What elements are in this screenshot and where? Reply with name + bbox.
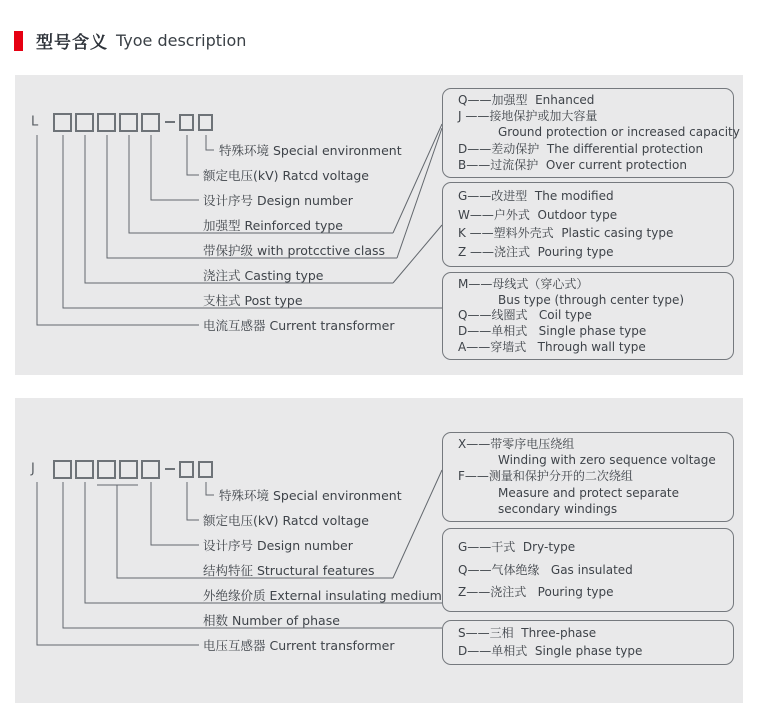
section-title-en: Tyoe description [116, 31, 247, 50]
diagram-label: 外绝缘价质 External insulating medium [203, 588, 442, 603]
legend-line: Bus type (through center type) [498, 292, 685, 307]
code-box [119, 460, 138, 479]
code-box [119, 113, 138, 132]
legend-line: Q——气体绝缘 Gas insulated [458, 562, 633, 577]
code-box [53, 460, 72, 479]
diagram-label: 相数 Number of phase [203, 613, 340, 628]
model-code-letter: J [31, 461, 35, 477]
diagram-label: 特殊环境 Special environment [219, 143, 402, 158]
code-box [97, 460, 116, 479]
diagram-label: 加强型 Reinforced type [203, 218, 343, 233]
code-legend-box [442, 620, 734, 665]
code-box [198, 114, 213, 131]
diagram-label: 电流互感器 Current transformer [203, 318, 395, 333]
legend-line: Winding with zero sequence voltage [498, 453, 716, 468]
legend-line: Q——加强型 Enhanced [458, 93, 595, 108]
code-legend-box [442, 528, 734, 612]
legend-line: D——差动保护 The differential protection [458, 141, 704, 156]
legend-line: M——母线式（穿心式） [458, 276, 589, 291]
legend-line: A——穿墙式 Through wall type [458, 340, 646, 355]
type-diagram-panel-current-transformer [15, 75, 743, 375]
legend-line: Z ——浇注式 Pouring type [458, 244, 614, 259]
legend-line: Z——浇注式 Pouring type [458, 585, 614, 600]
legend-line: W——户外式 Outdoor type [458, 207, 618, 222]
legend-line: B——过流保护 Over current protection [458, 157, 687, 172]
diagram-label: 带保护级 with protcctive class [203, 243, 386, 258]
diagram-label: 额定电压(kV) Ratcd voltage [203, 168, 369, 183]
diagram-label: 电压互感器 Current transformer [203, 638, 395, 653]
legend-line: Q——线圈式 Coil type [458, 308, 592, 323]
code-box [141, 460, 160, 479]
legend-line: G——改进型 The modified [458, 189, 614, 204]
legend-line: J ——接地保护或加大容量 [458, 109, 598, 124]
code-box [53, 113, 72, 132]
legend-line: Measure and protect separate [498, 485, 680, 500]
diagram-label: 设计序号 Design number [203, 193, 353, 208]
diagram-label: 支柱式 Post type [203, 293, 303, 308]
code-box [75, 113, 94, 132]
code-separator-dash [165, 468, 175, 470]
code-box [179, 461, 194, 478]
legend-line: X——带零序电压绕组 [458, 437, 575, 452]
code-box [75, 460, 94, 479]
legend-line: S——三相 Three-phase [458, 626, 597, 641]
diagram-label: 额定电压(kV) Ratcd voltage [203, 513, 369, 528]
legend-line: F——测量和保护分开的二次绕组 [458, 469, 633, 484]
code-box [198, 461, 213, 478]
code-legend-box [442, 182, 734, 267]
code-box [141, 113, 160, 132]
code-legend-box [442, 272, 734, 360]
section-title-cn: 型号含义 [36, 33, 108, 53]
diagram-label: 结构特征 Structural features [203, 563, 375, 578]
legend-line: K ——塑料外壳式 Plastic casing type [458, 226, 674, 241]
red-accent-bar-icon [14, 31, 23, 51]
diagram-label: 设计序号 Design number [203, 538, 353, 553]
legend-line: D——单相式 Single phase type [458, 643, 643, 658]
diagram-label: 特殊环境 Special environment [219, 488, 402, 503]
code-box [97, 113, 116, 132]
code-legend-box [442, 432, 734, 522]
code-separator-dash [165, 121, 175, 123]
model-code-letter: L [31, 114, 39, 130]
type-diagram-panel-voltage-transformer [15, 398, 743, 703]
section-title [14, 28, 246, 53]
legend-line: G——干式 Dry-type [458, 539, 576, 554]
diagram-label: 浇注式 Casting type [203, 268, 324, 283]
legend-line: D——单相式 Single phase type [458, 324, 647, 339]
code-legend-box [442, 88, 740, 178]
legend-line: secondary windings [498, 501, 618, 516]
code-box [179, 114, 194, 131]
legend-line: Ground protection or increased capacity [498, 125, 740, 140]
